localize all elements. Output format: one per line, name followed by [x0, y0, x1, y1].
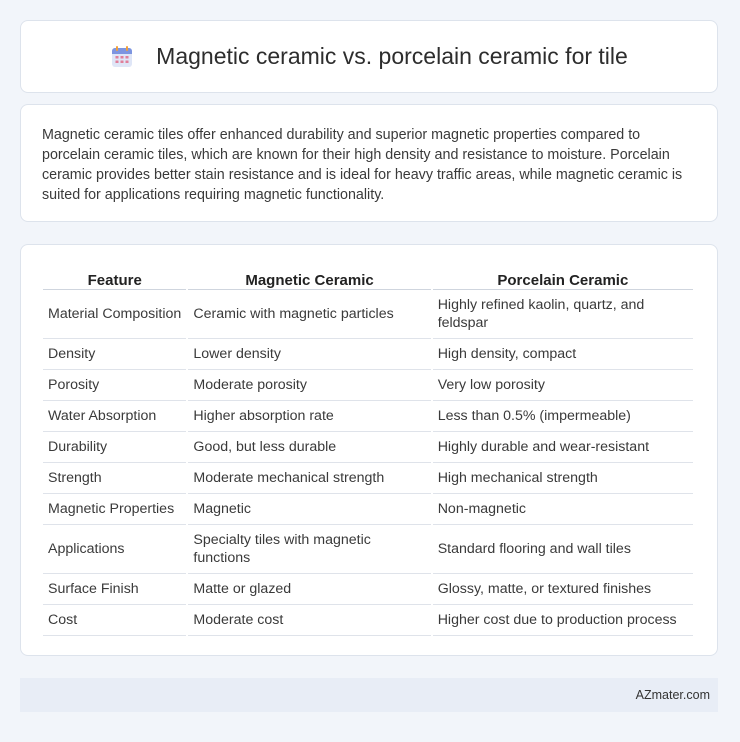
table-cell: Applications [43, 525, 186, 574]
table-row [43, 494, 693, 525]
table-cell: Porosity [43, 370, 186, 401]
table-cell: Less than 0.5% (impermeable) [433, 401, 693, 432]
table-cell: Glossy, matte, or textured finishes [433, 574, 693, 605]
table-cell: Moderate mechanical strength [188, 463, 430, 494]
column-header: Porcelain Ceramic [433, 265, 693, 290]
comparison-table [41, 265, 695, 636]
table-cell: Durability [43, 432, 186, 463]
comparison-table-card [20, 244, 718, 656]
table-row [43, 463, 693, 494]
table-cell: Non-magnetic [433, 494, 693, 525]
table-cell: Magnetic Properties [43, 494, 186, 525]
table-cell: Density [43, 339, 186, 370]
table-cell: Moderate porosity [188, 370, 430, 401]
table-cell: Standard flooring and wall tiles [433, 525, 693, 574]
table-row [43, 525, 693, 574]
footer [20, 678, 718, 712]
table-cell: Higher absorption rate [188, 401, 430, 432]
table-cell: Strength [43, 463, 186, 494]
table-row [43, 370, 693, 401]
table-cell: Matte or glazed [188, 574, 430, 605]
column-header: Feature [43, 265, 186, 290]
table-header-row [43, 265, 693, 290]
footer-brand: AZmater.com [635, 688, 710, 702]
table-cell: Water Absorption [43, 401, 186, 432]
page-title: Magnetic ceramic vs. porcelain ceramic for tile [156, 43, 628, 69]
summary-text: Magnetic ceramic tiles offer enhanced durability and superior magnetic properties compared to porcelain ceramic tiles, which are known for their high density and resistance to moisture. Porcelain ceramic provides better stain resistance and is ideal for heavy traffic areas, while magnetic ceramic is suited for applications requiring magnetic functionality. [42, 127, 683, 203]
table-row [43, 574, 693, 605]
table-cell: Specialty tiles with magnetic functions [188, 525, 430, 574]
table-cell: Moderate cost [188, 605, 430, 636]
table-cell: High density, compact [433, 339, 693, 370]
table-cell: Surface Finish [43, 574, 186, 605]
table-cell: Good, but less durable [188, 432, 430, 463]
table-row [43, 401, 693, 432]
table-row [43, 339, 693, 370]
table-cell: Highly refined kaolin, quartz, and feldspar [433, 290, 693, 339]
table-cell: Cost [43, 605, 186, 636]
calendar-icon [110, 45, 134, 69]
table-row [43, 432, 693, 463]
table-cell: High mechanical strength [433, 463, 693, 494]
table-row [43, 605, 693, 636]
column-header: Magnetic Ceramic [188, 265, 430, 290]
summary-card [20, 104, 718, 222]
table-cell: Very low porosity [433, 370, 693, 401]
table-cell: Lower density [188, 339, 430, 370]
table-cell: Magnetic [188, 494, 430, 525]
table-cell: Higher cost due to production process [433, 605, 693, 636]
table-cell: Material Composition [43, 290, 186, 339]
table-row [43, 290, 693, 339]
table-cell: Ceramic with magnetic particles [188, 290, 430, 339]
title-card [20, 20, 718, 93]
table-cell: Highly durable and wear-resistant [433, 432, 693, 463]
